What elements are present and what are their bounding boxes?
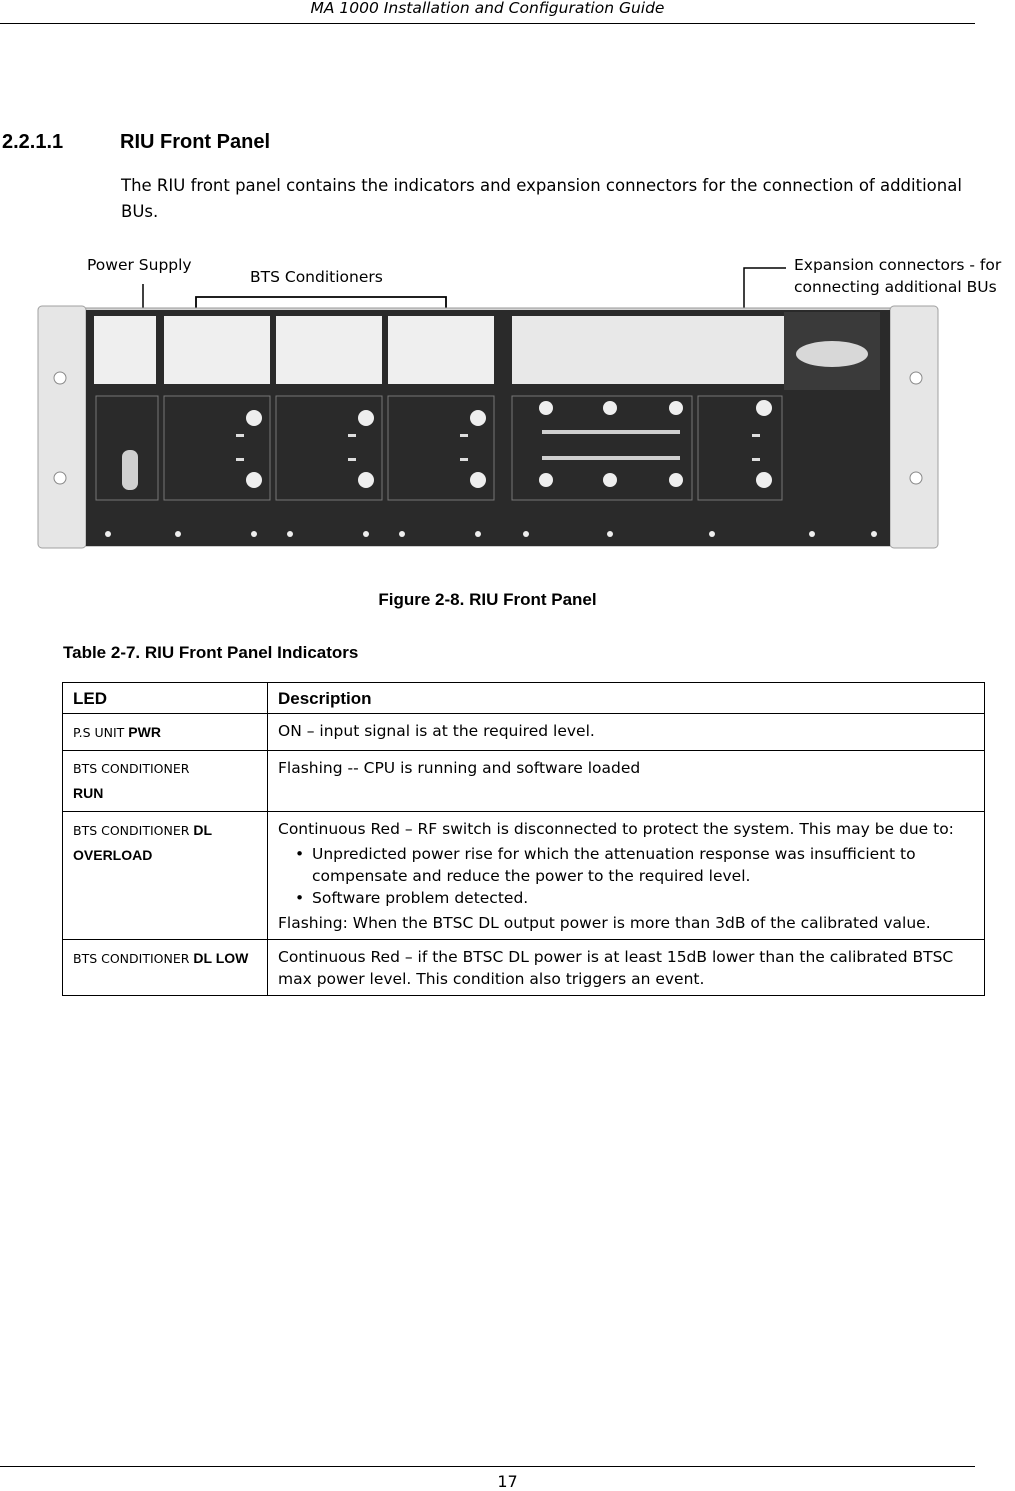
- header-description: Description: [268, 683, 985, 714]
- section-heading: [2, 131, 270, 154]
- callout-expansion-line1: Expansion connectors - for: [794, 256, 1002, 274]
- led-cell: [63, 940, 268, 996]
- riu-panel-drawing: [36, 302, 940, 554]
- led-cell: [63, 812, 268, 940]
- section-number: 2.2.1.1: [2, 131, 64, 153]
- table-caption: Table 2-7. RIU Front Panel Indicators: [63, 643, 359, 662]
- document-title: MA 1000 Installation and Configuration Guide: [310, 0, 665, 17]
- description-note: Flashing: When the BTSC DL output power is more than 3dB of the calibrated value.: [278, 914, 931, 932]
- table-row: [63, 714, 985, 751]
- callout-power-supply: Power Supply: [87, 256, 192, 274]
- led-cell: [63, 751, 268, 812]
- led-prefix: BTS CONDITIONER: [73, 823, 194, 838]
- bullet-icon: •: [295, 845, 305, 863]
- list-item-text: Software problem detected.: [312, 889, 529, 907]
- bullet-icon: •: [295, 889, 305, 907]
- description-text: Continuous Red – if the BTSC DL power is at least 15dB lower than the calibrated BTSC max power level. This condition also triggers an event.: [278, 948, 954, 988]
- description-text: Flashing -- CPU is running and software loaded: [278, 759, 641, 777]
- section-title: RIU Front Panel: [120, 131, 271, 153]
- table-header-row: [63, 683, 985, 714]
- led-name: RUN: [73, 785, 104, 801]
- description-cell: [268, 751, 985, 812]
- led-cell: [63, 714, 268, 751]
- led-prefix: BTS CONDITIONER: [73, 761, 190, 776]
- table-row: [63, 940, 985, 996]
- page-footer-rule: [0, 1466, 975, 1467]
- list-item-text: Unpredicted power rise for which the attenuation response was insufficient to compensate and reduce the power to the required level.: [312, 845, 916, 885]
- table-row: [63, 812, 985, 940]
- description-text: Continuous Red – RF switch is disconnected to protect the system. This may be due to:: [278, 820, 954, 838]
- list-item: [278, 887, 974, 909]
- description-cell: [268, 812, 985, 940]
- description-text: ON – input signal is at the required level.: [278, 722, 595, 740]
- cause-list: [278, 843, 974, 909]
- description-cell: [268, 714, 985, 751]
- list-item: [278, 843, 974, 887]
- callout-bts-conditioners: BTS Conditioners: [250, 268, 383, 286]
- callout-expansion-line2: connecting additional BUs: [794, 278, 997, 296]
- intro-paragraph: The RIU front panel contains the indicators and expansion connectors for the connection of additional BUs.: [121, 176, 962, 221]
- led-name: DL LOW: [193, 950, 249, 966]
- led-prefix: BTS CONDITIONER: [73, 951, 194, 966]
- led-name: DL OVERLOAD: [73, 822, 212, 863]
- header-led: LED: [63, 683, 268, 714]
- led-name: PWR: [128, 724, 161, 740]
- page-header: [0, 0, 975, 24]
- description-cell: [268, 940, 985, 996]
- led-prefix: P.S UNIT: [73, 725, 129, 740]
- riu-front-panel-image: [36, 302, 940, 554]
- led-indicators-table: [62, 682, 985, 996]
- page-number: 17: [497, 1472, 518, 1491]
- table-row: [63, 751, 985, 812]
- figure-caption: Figure 2-8. RIU Front Panel: [378, 590, 597, 609]
